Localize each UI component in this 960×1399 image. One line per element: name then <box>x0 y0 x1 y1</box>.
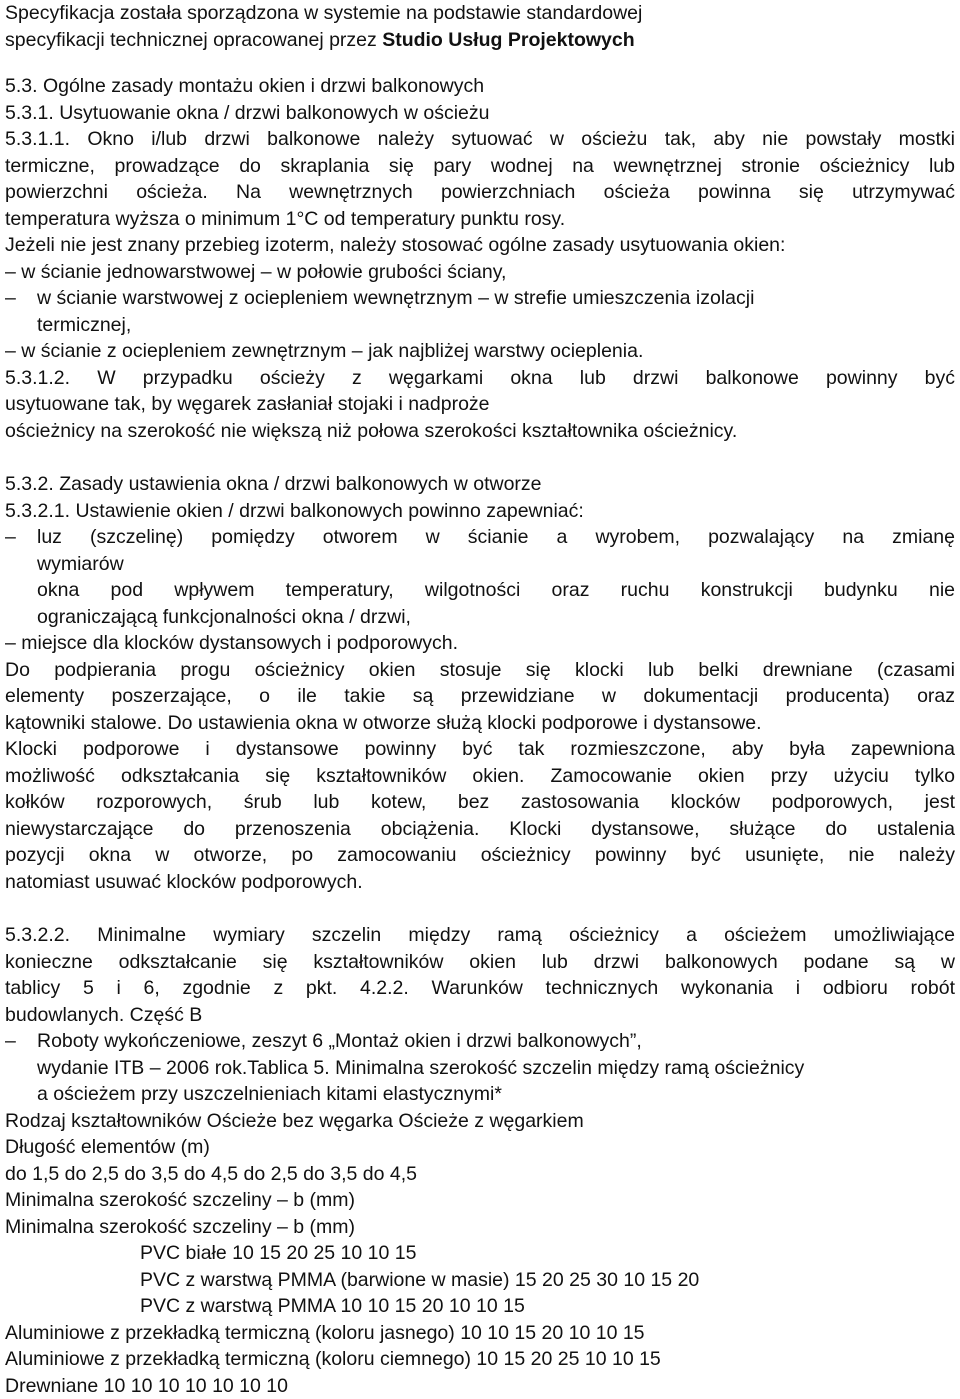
header-line-1: Specyfikacja została sporządzona w systemie na podstawie standardowej <box>5 0 955 27</box>
table-row: Aluminiowe z przekładką termiczną (koloru jasnego) 10 10 15 20 10 10 15 <box>5 1320 955 1347</box>
list-item: – miejsce dla klocków dystansowych i podporowych. <box>5 630 955 657</box>
table-row: PVC białe 10 15 20 25 10 10 15 <box>5 1240 955 1267</box>
table-5-text <box>5 1108 955 1399</box>
paragraph-spacer-blocks <box>5 736 955 895</box>
text-line: 5.3.1.2. W przypadku ościeży z węgarkami okna lub drzwi balkonowe powinny być <box>5 365 955 392</box>
text-line: Jeżeli nie jest znany przebieg izoterm, należy stosować ogólne zasady usytuowania okien: <box>5 232 955 259</box>
table-row: Drewniane 10 10 10 10 10 10 10 <box>5 1373 955 1399</box>
paragraph-support-blocks <box>5 657 955 737</box>
text-line: kątowniki stalowe. Do ustawienia okna w otworze służą klocki podporowe i dystansowe. <box>5 710 955 737</box>
section-5-3-1-heading: 5.3.1. Usytuowanie okna / drzwi balkonowych w ościeżu <box>5 100 955 127</box>
text-line: a ościeżem przy uszczelnieniach kitami elastycznymi* <box>37 1081 955 1108</box>
text-line: pozycji okna w otworze, po zamocowaniu ościeżnicy powinny być usunięte, nie należy <box>5 842 955 869</box>
paragraph-5-3-1-1 <box>5 126 955 259</box>
spacer <box>5 895 955 922</box>
header-company-name: Studio Usług Projektowych <box>382 29 634 51</box>
text-line: wymiarów <box>37 551 955 578</box>
document-header <box>5 0 955 53</box>
paragraph-5-3-2-2 <box>5 922 955 1028</box>
text-line: wydanie ITB – 2006 rok.Tablica 5. Minimalna szerokość szczelin między ramą ościeżnicy <box>37 1055 955 1082</box>
text-line: konieczne odkształcanie się kształtowników okien lub drzwi balkonowych podane są w <box>5 949 955 976</box>
table-row: Aluminiowe z przekładką termiczną (koloru ciemnego) 10 15 20 25 10 10 15 <box>5 1346 955 1373</box>
table-header: Długość elementów (m) <box>5 1134 955 1161</box>
text-line: termicznej, <box>37 312 955 339</box>
text-line: natomiast usuwać klocków podporowych. <box>5 869 955 896</box>
text-line: tablicy 5 i 6, zgodnie z pkt. 4.2.2. Warunków technicznych wykonania i odbioru robót <box>5 975 955 1002</box>
text-line: luz (szczelinę) pomiędzy otworem w ścianie a wyrobem, pozwalający na zmianę <box>37 524 955 551</box>
text-line: usytuowane tak, by węgarek zasłaniał stojaki i nadproże <box>5 391 955 418</box>
list-dash: – <box>5 524 37 630</box>
table-header: Minimalna szerokość szczeliny – b (mm) <box>5 1214 955 1241</box>
list-window-setting <box>5 524 955 657</box>
text-line: ograniczającą funkcjonalności okna / drzwi, <box>37 604 955 631</box>
text-line: Do podpierania progu ościeżnicy okien stosuje się klocki lub belki drewniane (czasami <box>5 657 955 684</box>
table-row: PVC z warstwą PMMA (barwione w masie) 15 20 25 30 10 15 20 <box>5 1267 955 1294</box>
text-line: elementy poszerzające, o ile takie są przewidziane w dokumentacji producenta) oraz <box>5 683 955 710</box>
section-5-3-heading: 5.3. Ogólne zasady montażu okien i drzwi balkonowych <box>5 73 955 100</box>
list-item: – w ścianie jednowarstwowej – w połowie grubości ściany, <box>5 259 955 286</box>
text-line: niewystarczające do przenoszenia obciążenia. Klocki dystansowe, służące do ustalenia <box>5 816 955 843</box>
table-header: Rodzaj kształtowników Ościeże bez węgarka Ościeże z węgarkiem <box>5 1108 955 1135</box>
list-placement-rules <box>5 259 955 365</box>
text-line: ościeżnicy na szerokość nie większą niż połowa szerokości kształtownika ościeżnicy. <box>5 418 955 445</box>
text-line: termiczne, prowadzące do skraplania się pary wodnej na wewnętrznej stronie ościeżnicy lub <box>5 153 955 180</box>
spacer <box>5 444 955 471</box>
list-item-reference <box>5 1028 955 1108</box>
table-row: PVC z warstwą PMMA 10 10 15 20 10 10 15 <box>5 1293 955 1320</box>
list-dash: – <box>5 285 37 338</box>
header-line-2 <box>5 27 955 54</box>
text-line: temperatura wyższa o minimum 1°C od temperatury punktu rosy. <box>5 206 955 233</box>
text-line: Klocki podporowe i dystansowe powinny być tak rozmieszczone, aby była zapewniona <box>5 736 955 763</box>
list-dash: – <box>5 1028 37 1108</box>
spacer <box>5 53 955 73</box>
table-header: do 1,5 do 2,5 do 3,5 do 4,5 do 2,5 do 3,5 do 4,5 <box>5 1161 955 1188</box>
section-5-3-2-heading: 5.3.2. Zasady ustawienia okna / drzwi balkonowych w otworze <box>5 471 955 498</box>
text-line: okna pod wpływem temperatury, wilgotności oraz ruchu konstrukcji budynku nie <box>37 577 955 604</box>
text-line: 5.3.2.2. Minimalne wymiary szczelin między ramą ościeżnicy a ościeżem umożliwiające <box>5 922 955 949</box>
text-line: budowlanych. Część B <box>5 1002 955 1029</box>
text-line: Roboty wykończeniowe, zeszyt 6 „Montaż okien i drzwi balkonowych”, <box>37 1028 955 1055</box>
table-header: Minimalna szerokość szczeliny – b (mm) <box>5 1187 955 1214</box>
list-item <box>5 285 955 338</box>
text-line: możliwość odkształcania się kształtowników okien. Zamocowanie okien przy użyciu tylko <box>5 763 955 790</box>
text-line: powierzchni ościeża. Na wewnętrznych powierzchniach ościeża powinna się utrzymywać <box>5 179 955 206</box>
text-line: w ścianie warstwowej z ociepleniem wewnętrznym – w strefie umieszczenia izolacji <box>37 285 955 312</box>
paragraph-5-3-1-2 <box>5 365 955 445</box>
text-line: kołków rozporowych, śrub lub kotew, bez zastosowania klocków podporowych, jest <box>5 789 955 816</box>
list-item <box>5 524 955 630</box>
header-line-2-prefix: specyfikacji technicznej opracowanej przez <box>5 29 382 51</box>
list-item: – w ścianie z ociepleniem zewnętrznym – jak najbliżej warstwy ocieplenia. <box>5 338 955 365</box>
text-line: 5.3.1.1. Okno i/lub drzwi balkonowe należy sytuować w ościeżu tak, aby nie powstały mostki <box>5 126 955 153</box>
paragraph-5-3-2-1: 5.3.2.1. Ustawienie okien / drzwi balkonowych powinno zapewniać: <box>5 498 955 525</box>
